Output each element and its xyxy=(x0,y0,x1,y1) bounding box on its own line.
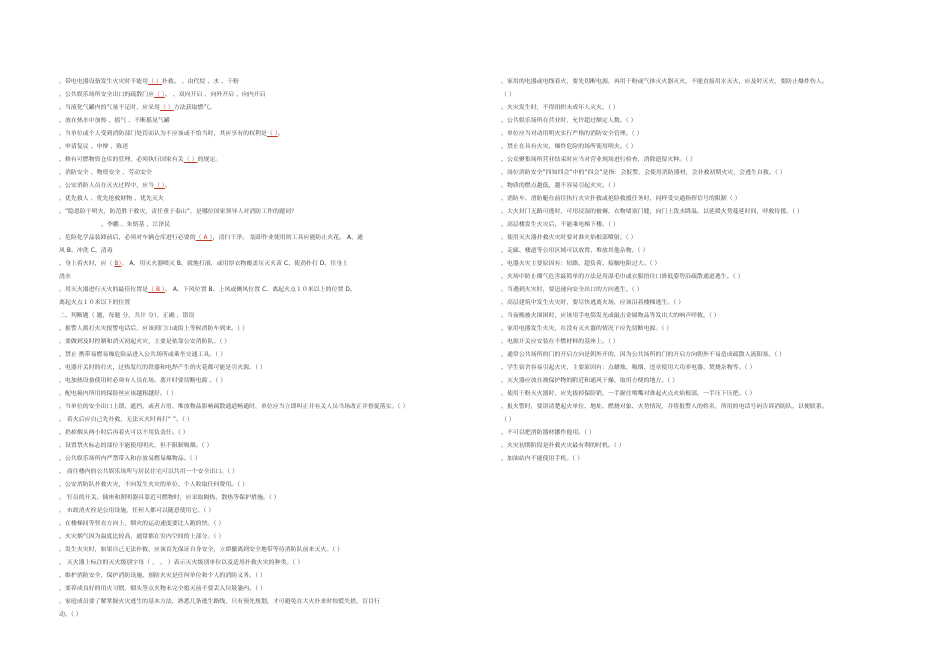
right-line xyxy=(501,440,901,453)
left-line xyxy=(59,375,483,388)
left-line xyxy=(59,531,483,544)
answer-blank: B） xyxy=(114,261,122,267)
answer-blank: （ ） xyxy=(154,92,165,98)
line-text: 、火场中防止烟气危害最简单的方法是用湿毛巾或衣服捂住口鼻低姿势沿疏散通道逃生。（ ） xyxy=(501,274,744,280)
left-line xyxy=(59,297,483,310)
right-line xyxy=(501,102,901,115)
answer-blank: （ ） xyxy=(183,157,198,163)
line-text: 、火灾发生时，不得组织未成年人灭火。（ ） xyxy=(501,105,619,111)
line-text-after: 扑救。 、由代烷 、水 、干粉 xyxy=(161,79,239,85)
left-line xyxy=(59,609,483,622)
left-line xyxy=(59,349,483,362)
line-text: 、公众聚集场所营业结束时应当对营业现场进行检查，消除遗留火种。（ ） xyxy=(501,157,697,163)
right-column xyxy=(501,76,901,466)
left-line xyxy=(59,89,483,102)
left-column xyxy=(59,76,483,622)
left-line xyxy=(59,583,483,596)
line-text: 、在楼梯间等竖直方向上，烟火的运动速度要比人跑的快。（ ） xyxy=(59,521,225,527)
right-line xyxy=(501,388,901,401)
line-text: （ ） xyxy=(501,92,515,98)
line-text: 、公共娱乐场所在营业时，允许超过额定人数。（ ） xyxy=(501,118,637,124)
left-line xyxy=(59,258,483,271)
right-line xyxy=(501,180,901,193)
right-line xyxy=(501,427,901,440)
line-text: 、用灭火器进行灭火的最佳位置是 xyxy=(59,287,149,293)
line-text: 浇水 xyxy=(59,274,71,280)
line-text-after: 方法获取燃气。 xyxy=(173,105,216,111)
line-text: 、高层建筑中发生火灾时，要尽快逃离火场，应该沿着楼梯逃生。（ ） xyxy=(501,300,685,306)
left-line xyxy=(59,414,483,427)
line-text: 、修有可燃物资仓库的管理，必须执行国家有关 xyxy=(59,157,184,163)
left-line xyxy=(59,219,483,232)
line-text: 、公安消防队扑救火灾，不向发生火灾的单位、个人收取任何费用。（ ） xyxy=(59,482,249,488)
line-text: 、消防车、消防艇在前往执行火灾扑救或抢险救援任务时，同样受交通指挥信号的限制（ ） xyxy=(501,196,741,202)
line-text: 、学生宿舍容易引起火灾，主要原因有：点蜡烛、吸烟、违章使用大功率电器、焚烧杂物等。（ ） xyxy=(501,365,756,371)
right-line xyxy=(501,349,901,362)
left-line xyxy=(59,271,483,284)
line-text: 风 B、冲洗 C、清毒 xyxy=(59,248,113,254)
left-line xyxy=(59,154,483,167)
line-text: 、使用灭火器扑救火灾时要对准火焰根部喷射。（ ） xyxy=(501,235,637,241)
line-text: 、单位应当对动用明火实行严格的消防安全管理。（ ） xyxy=(501,131,643,137)
left-line xyxy=(59,544,483,557)
line-text: 、禁止 携带易燃易爆危险品进入公共场所或乘坐交通工具。（ ） xyxy=(59,352,227,358)
line-text: 、电器开关时的打火，过热发红的铁器和电焊产生的火花都可能是引火源。（ ） xyxy=(59,365,266,371)
left-line xyxy=(59,479,483,492)
line-text: 、带电电器设备发生火灾时不能用 xyxy=(59,79,149,85)
left-line xyxy=(59,518,483,531)
right-line xyxy=(501,310,901,323)
left-line xyxy=(59,115,483,128)
line-text-after: 。 A、下风位置 B、上风或侧风位置 C、离起火点１０米以上的位置 D、 xyxy=(164,287,356,293)
line-text: 动。（ ） xyxy=(59,612,82,618)
line-text: 、加油站内不能使用手机。（ ） xyxy=(501,456,584,462)
line-text: 、走廊、楼道等公用区域可以放置、堆放其他杂物。（ ） xyxy=(501,248,649,254)
line-text: 、申请复议 、申辩 、陈述 xyxy=(59,144,129,150)
line-text: 、家庭成员要了解掌握火灾逃生的基本方法，熟悉几条逃生路线，只有预先规划，才可避免在大火扑来时惊慌失措，盲目行 xyxy=(59,599,380,605)
left-line xyxy=(59,570,483,583)
line-text: 、物质的燃点越低，越不容易引起火灾。（ ） xyxy=(501,183,619,189)
line-text: 、危险化学品装卸前后，必须对车辆仓库进行必要的 xyxy=(59,235,196,241)
right-line xyxy=(501,232,901,245)
left-line xyxy=(59,323,483,336)
right-line xyxy=(501,453,901,466)
line-text: 、禁止在具有火灾、爆炸危险的场所使用明火。（ ） xyxy=(501,144,637,150)
line-text: 、“隐患险于明火，防范胜于救灾，责任重于泰山”，是哪位国家领导人对消防工作的题词？ xyxy=(59,209,297,215)
line-text: 、报火警时，要讲清楚起火单位、地址、燃烧对象、火势情况，并将报警人的姓名，所用的电话号码告诉消防队，以便联系。 xyxy=(501,404,828,410)
left-line xyxy=(59,440,483,453)
line-text: 、岗位消防安全“四知四会”中的“四会”是指：会报警，会使用消防器材，会扑救初期火灾，会逃生自救。（ ） xyxy=(501,170,786,176)
line-text: （ ） xyxy=(501,417,515,423)
right-line xyxy=(501,323,901,336)
line-text: 、火灾烟气因为温度比较高，通常都在室内空间的上部分。（ ） xyxy=(59,534,225,540)
right-line xyxy=(501,193,901,206)
answer-blank: （ B ） xyxy=(148,287,165,293)
line-text: 、火灾初期阶段是扑救火灾最有利的时机。（ ） xyxy=(501,443,625,449)
left-line xyxy=(59,206,483,219)
left-line xyxy=(59,596,483,609)
line-text: 、维护消防安全、保护消防设施、预防火灾是任何单位和个人的消防义务。（ ） xyxy=(59,573,266,579)
line-text: 、消防安全 、物资安全 、劳动安全 xyxy=(59,170,152,176)
line-text: 、发生火灾时，如果自己无法扑救，应该首先保证自身安全，立即撤离到安全地带等待消防队前来灭火。（ ） xyxy=(59,547,344,553)
line-text: 、公共娱乐场所内严禁带入和存放易燃易爆物品。（ ） xyxy=(59,456,201,462)
line-text: 、电加热设备使用时必须有人员在场，离开时要切断电源 。（ ） xyxy=(59,378,227,384)
right-line xyxy=(501,219,901,232)
line-text: 、要养成良好的用火习惯，烟头等点火物未完全熄灭前不要丢入垃圾篓内。（ ） xyxy=(59,586,266,592)
left-line xyxy=(59,401,483,414)
right-line xyxy=(501,336,901,349)
right-line xyxy=(501,141,901,154)
right-line xyxy=(501,297,901,310)
line-text: 、放在热水中加热 、摇气 、不断摇晃气罐 xyxy=(59,118,170,124)
line-text: 、 灭火器上标注的灭火级别字母（ 、 、 ）表示灭火级别单位以及适用扑救火灾的种类。（ ） xyxy=(59,560,304,566)
left-line xyxy=(59,141,483,154)
line-text: 、 商住楼内的公共娱乐场所与居民住宅可以共用一个安全出口。（ ） xyxy=(59,469,239,475)
left-line xyxy=(59,492,483,505)
line-text: 、电源开关应安装在不燃材料的基座上。（ ） xyxy=(501,339,619,345)
left-line xyxy=(59,466,483,479)
right-line xyxy=(501,115,901,128)
line-text: 、灭火器应放在被保护物的附近和通风干燥、取用方便的地方。（ ） xyxy=(501,378,679,384)
line-text: 、扔掉烟头两小时后再着火可以不用负责任。（ ） xyxy=(59,430,189,436)
line-text: 、大火封门无路可逃时，可用浸湿的被褥、衣物堵塞门缝，向门上泼水降温，以延缓火势蔓延时间，呼救待援。（ ） xyxy=(501,209,803,215)
line-text-after: 的规定。 xyxy=(197,157,222,163)
line-text: 、通常公共场所的门的开启方向是朝外开的，因为公共场所的门的开启方向朝外不易造成疏散人流阻塞。（ ） xyxy=(501,352,786,358)
left-line xyxy=(59,557,483,570)
right-line xyxy=(501,128,901,141)
left-line xyxy=(59,167,483,180)
left-line xyxy=(59,193,483,206)
line-text: 、设置禁火标志的部位不能使用明火，但不限制吸烟。（ ） xyxy=(59,443,213,449)
right-line xyxy=(501,245,901,258)
line-text: 、报警人拨打火灾报警电话后，应该到门口或街上等候消防车到来。（ ） xyxy=(59,326,249,332)
line-text: 、 市政消火栓是公用设施，任何人都可以随意使用它。（ ） xyxy=(59,508,215,514)
line-text: 、家用电器发生火灾，在没有灭火器的情况下应先切断电源。（ ） xyxy=(501,326,673,332)
line-text: 、家用的电器或电线着火，要先切断电源，再用干粉或气体灭火器灭火，不能直接用水灭火，应及时灭火，要防止爆炸伤人。 xyxy=(501,79,828,85)
line-text: 、高层楼发生火灾后，不能乘电梯下楼。（ ） xyxy=(501,222,619,228)
right-line xyxy=(501,284,901,297)
left-line xyxy=(59,427,483,440)
line-text: 、使用干粉灭火器时，应先拔掉保险销，一手握住喷嘴对准起火点火焰根部，一手压下压把。（ ） xyxy=(501,391,756,397)
line-text: 、要做到及时控制和消灭初起火灾，主要是依靠公安消防队。（ ） xyxy=(59,339,231,345)
line-text-after: 。 xyxy=(277,131,284,137)
line-text-after: 。 A、用灭火器喷灭 B、就地打滚，或用厚衣物覆盖压灭火苗 C、使劲扑打 D、往身上 xyxy=(121,261,349,267)
line-text-after: 。 xyxy=(164,183,171,189)
line-text: 、当夜晚被火围困时，应该用手电筒发光或敲击金属物品等发出大的响声呼救。（ ） xyxy=(501,313,720,319)
line-text: 、电器火灾主要原因有：短路、超负荷、接触电阻过大。（ ） xyxy=(501,261,661,267)
left-line xyxy=(59,284,483,297)
left-line xyxy=(59,128,483,141)
line-text: 、公共娱乐场所安全出口的疏散门应 xyxy=(59,92,155,98)
left-line xyxy=(59,180,483,193)
right-line xyxy=(501,206,901,219)
right-line xyxy=(501,154,901,167)
right-line xyxy=(501,258,901,271)
line-text-after: ，清扫干净。 装卸作业使用的工具应能防止火花。 A、通 xyxy=(212,235,363,241)
left-line xyxy=(59,232,483,245)
line-text: 、当单位或个人受到消防部门处罚而认为不应该或不恰当时，其应享有的权利是 xyxy=(59,131,267,137)
line-text: 、不可以把消防器材挪作他用。（ ） xyxy=(501,430,596,436)
right-line xyxy=(501,271,901,284)
left-line xyxy=(59,245,483,258)
answer-blank: （ ） xyxy=(160,105,174,111)
right-line xyxy=(501,401,901,414)
left-line xyxy=(59,102,483,115)
left-line xyxy=(59,336,483,349)
line-text: 离起火点１０米以下的位置 xyxy=(59,300,131,306)
line-text: 、身上着火时，应（ xyxy=(59,261,115,267)
line-text: 、配电箱内所用的保险丝应该越粗越好。（ ） xyxy=(59,391,177,397)
line-text: 、当液化气罐内的气量不足时，应采用 xyxy=(59,105,160,111)
answer-blank: （ A ） xyxy=(195,235,213,241)
left-line xyxy=(59,505,483,518)
answer-blank: （ ） xyxy=(154,183,165,189)
right-line xyxy=(501,89,901,102)
line-text: 、优先救人 、优先抢救财物 、优先灭火 xyxy=(59,196,164,202)
line-text: 、 着火后应自己先扑救，无法灭火时再打“ ”。（ ） xyxy=(59,417,193,423)
right-line xyxy=(501,167,901,180)
answer-blank: （ ） xyxy=(266,131,278,137)
right-line xyxy=(501,76,901,89)
line-text-after: 。 、双向开启 、向外开启 、向内开启 xyxy=(164,92,266,98)
left-line xyxy=(59,388,483,401)
left-line xyxy=(59,453,483,466)
line-text: 、李鹏 、朱镕基 、江泽民 xyxy=(101,222,171,228)
line-text: 、当遇到火灾时，要迅速向安全出口的方向逃生。（ ） xyxy=(501,287,643,293)
line-text: 二、判断题（ 题，每题 分，共计 分），正确 ，错误 xyxy=(59,313,195,319)
line-text: 、公安消防人员在灭火过程中，应当 xyxy=(59,183,155,189)
line-text: 、 钉员的开关、插座和照明器具靠近可燃物时，应采取隔热、散热等保护措施。（ ） xyxy=(59,495,280,501)
right-line xyxy=(501,414,901,427)
answer-blank: （ ） xyxy=(148,79,162,85)
left-line xyxy=(59,362,483,375)
left-line xyxy=(59,310,483,323)
line-text: 、当单位的安全出口上锁、遮挡，或者占用、堆放物品影响疏散通道畅通时，单位应当立即纠正并有关人员当场改正并督促落实。（ ） xyxy=(59,404,409,410)
left-line xyxy=(59,76,483,89)
right-line xyxy=(501,375,901,388)
right-line xyxy=(501,362,901,375)
